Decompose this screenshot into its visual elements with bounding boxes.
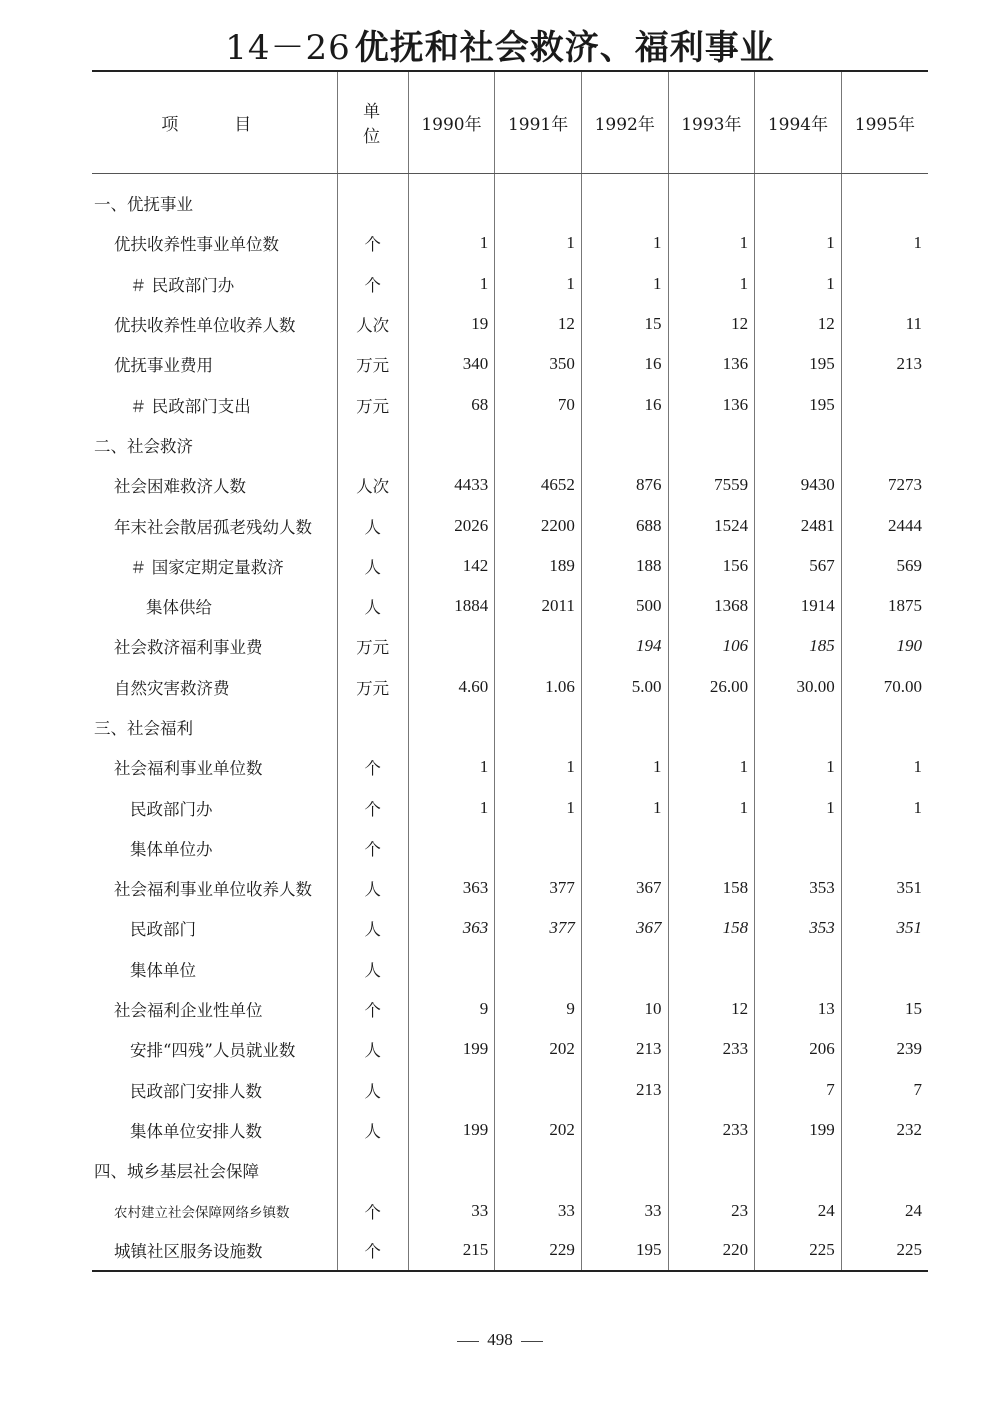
cell-1992: [581, 828, 668, 868]
cell-1993: 1: [668, 787, 755, 827]
table-row: [92, 1190, 928, 1230]
row-label: ＃ 民政部门支出: [130, 396, 251, 416]
table-row: [92, 868, 928, 908]
row-unit: 人: [337, 586, 408, 626]
header-year-2: 1992年: [581, 71, 668, 173]
row-label: 社会福利事业单位收养人数: [114, 880, 312, 900]
cell-1994: 1914: [755, 586, 842, 626]
cell-1990: 1: [408, 787, 495, 827]
table-header: [92, 71, 928, 173]
cell-1992: 16: [581, 384, 668, 424]
cell-1994: 24: [755, 1190, 842, 1230]
cell-1992: 15: [581, 304, 668, 344]
cell-1990: 2026: [408, 505, 495, 545]
cell-1990: 68: [408, 384, 495, 424]
header-year-5: 1995年: [841, 71, 928, 173]
cell-1994: 30.00: [755, 667, 842, 707]
cell-1993: 12: [668, 989, 755, 1029]
cell-1994: 195: [755, 344, 842, 384]
cell-1991: [495, 1070, 582, 1110]
cell-1993: [668, 1070, 755, 1110]
cell-1990: [408, 828, 495, 868]
row-unit: 人次: [337, 304, 408, 344]
dash-right: [521, 1341, 543, 1342]
table-row: [92, 223, 928, 263]
row-unit: 人次: [337, 465, 408, 505]
row-unit: 万元: [337, 667, 408, 707]
row-unit: 人: [337, 546, 408, 586]
cell-1995: [841, 828, 928, 868]
row-label: 四、城乡基层社会保障: [94, 1162, 259, 1182]
cell-1992: 1: [581, 223, 668, 263]
cell-1993: 23: [668, 1190, 755, 1230]
row-unit: 人: [337, 908, 408, 948]
section-row: [92, 183, 928, 223]
cell-1992: 194: [581, 626, 668, 666]
cell-1993: 136: [668, 344, 755, 384]
row-unit: 万元: [337, 344, 408, 384]
cell-1995: [841, 1150, 928, 1190]
cell-1994: 567: [755, 546, 842, 586]
row-unit: [337, 1150, 408, 1190]
row-label: 优扶收养性事业单位数: [114, 235, 279, 255]
cell-1992: [581, 1150, 668, 1190]
cell-1992: 10: [581, 989, 668, 1029]
section-row: [92, 707, 928, 747]
table-row: [92, 546, 928, 586]
cell-1991: 377: [495, 868, 582, 908]
cell-1991: 229: [495, 1231, 582, 1271]
cell-1993: 1: [668, 747, 755, 787]
table-row: [92, 1070, 928, 1110]
cell-1993: [668, 183, 755, 223]
row-label: 优扶收养性单位收养人数: [114, 316, 296, 336]
cell-1995: 213: [841, 344, 928, 384]
cell-1991: 12: [495, 304, 582, 344]
cell-1993: 1368: [668, 586, 755, 626]
cell-1991: 189: [495, 546, 582, 586]
section-row: [92, 1150, 928, 1190]
table-row: [92, 1231, 928, 1271]
cell-1995: [841, 425, 928, 465]
header-year-0: 1990年: [408, 71, 495, 173]
row-unit: 人: [337, 949, 408, 989]
row-unit: 人: [337, 1070, 408, 1110]
cell-1995: 1: [841, 223, 928, 263]
row-unit: 人: [337, 1110, 408, 1150]
header-year-4: 1994年: [755, 71, 842, 173]
cell-1991: 350: [495, 344, 582, 384]
cell-1994: 13: [755, 989, 842, 1029]
table-title-text: 优抚和社会救济、福利事业: [354, 28, 775, 68]
cell-1994: 1: [755, 223, 842, 263]
cell-1995: 225: [841, 1231, 928, 1271]
cell-1995: 351: [841, 868, 928, 908]
cell-1991: [495, 425, 582, 465]
cell-1991: 202: [495, 1029, 582, 1069]
row-label: 民政部门安排人数: [130, 1081, 262, 1101]
cell-1992: 213: [581, 1070, 668, 1110]
table-row: [92, 667, 928, 707]
row-unit: 个: [337, 264, 408, 304]
dash-left: [457, 1341, 479, 1342]
row-label: 社会救济福利事业费: [114, 638, 263, 658]
cell-1990: 4.60: [408, 667, 495, 707]
cell-1994: 1: [755, 264, 842, 304]
cell-1995: 569: [841, 546, 928, 586]
cell-1990: [408, 707, 495, 747]
cell-1993: [668, 1150, 755, 1190]
cell-1993: [668, 707, 755, 747]
table-row: [92, 989, 928, 1029]
cell-1990: 1884: [408, 586, 495, 626]
row-label: 民政部门: [130, 920, 196, 940]
row-unit: 人: [337, 868, 408, 908]
cell-1990: [408, 1150, 495, 1190]
table-row: [92, 747, 928, 787]
cell-1991: 1: [495, 264, 582, 304]
cell-1993: 158: [668, 868, 755, 908]
cell-1990: 199: [408, 1029, 495, 1069]
cell-1992: 16: [581, 344, 668, 384]
cell-1992: 1: [581, 787, 668, 827]
cell-1995: 2444: [841, 505, 928, 545]
row-unit: 万元: [337, 626, 408, 666]
cell-1992: [581, 1110, 668, 1150]
cell-1991: 1: [495, 223, 582, 263]
cell-1990: 19: [408, 304, 495, 344]
row-unit: [337, 707, 408, 747]
cell-1991: [495, 828, 582, 868]
cell-1991: 1: [495, 747, 582, 787]
cell-1994: 225: [755, 1231, 842, 1271]
cell-1992: 213: [581, 1029, 668, 1069]
cell-1992: [581, 183, 668, 223]
cell-1993: 158: [668, 908, 755, 948]
row-unit: 个: [337, 1190, 408, 1230]
cell-1993: 233: [668, 1110, 755, 1150]
cell-1990: 142: [408, 546, 495, 586]
cell-1990: 4433: [408, 465, 495, 505]
cell-1994: 185: [755, 626, 842, 666]
cell-1991: 2011: [495, 586, 582, 626]
cell-1992: 367: [581, 908, 668, 948]
row-label: 一、优抚事业: [94, 195, 193, 215]
cell-1991: 9: [495, 989, 582, 1029]
cell-1995: [841, 384, 928, 424]
row-unit: 个: [337, 989, 408, 1029]
header-item: 项目: [92, 71, 337, 173]
cell-1995: 15: [841, 989, 928, 1029]
cell-1991: [495, 183, 582, 223]
row-unit: 个: [337, 747, 408, 787]
page-number-text: 498: [487, 1330, 513, 1349]
page-title: [0, 20, 1000, 69]
row-unit: 人: [337, 1029, 408, 1069]
table-row: [92, 505, 928, 545]
cell-1994: [755, 707, 842, 747]
table-row: [92, 465, 928, 505]
cell-1992: 367: [581, 868, 668, 908]
row-label: 民政部门办: [130, 799, 213, 819]
row-label: 二、社会救济: [94, 436, 193, 456]
cell-1994: 1: [755, 787, 842, 827]
header-year-3: 1993年: [668, 71, 755, 173]
cell-1991: 33: [495, 1190, 582, 1230]
cell-1993: 156: [668, 546, 755, 586]
cell-1990: 9: [408, 989, 495, 1029]
cell-1993: 233: [668, 1029, 755, 1069]
cell-1995: 24: [841, 1190, 928, 1230]
cell-1994: 1: [755, 747, 842, 787]
cell-1991: [495, 707, 582, 747]
cell-1995: 232: [841, 1110, 928, 1150]
table-row: [92, 1110, 928, 1150]
cell-1994: 199: [755, 1110, 842, 1150]
cell-1990: 1: [408, 747, 495, 787]
cell-1994: 9430: [755, 465, 842, 505]
table-row: [92, 787, 928, 827]
cell-1993: 106: [668, 626, 755, 666]
row-label: 集体单位: [130, 960, 196, 980]
cell-1990: 1: [408, 264, 495, 304]
cell-1995: [841, 183, 928, 223]
row-label: 三、社会福利: [94, 719, 193, 738]
cell-1991: 2200: [495, 505, 582, 545]
row-label: 安排“四残”人员就业数: [130, 1041, 296, 1061]
cell-1995: [841, 949, 928, 989]
cell-1992: 195: [581, 1231, 668, 1271]
cell-1990: 199: [408, 1110, 495, 1150]
cell-1994: 353: [755, 908, 842, 948]
table-number: 14－26: [225, 28, 351, 68]
row-unit: 个: [337, 787, 408, 827]
row-unit: 个: [337, 828, 408, 868]
cell-1992: 500: [581, 586, 668, 626]
table-row: [92, 1029, 928, 1069]
row-unit: 个: [337, 1231, 408, 1271]
table-row: [92, 304, 928, 344]
table-row: [92, 828, 928, 868]
cell-1992: 5.00: [581, 667, 668, 707]
row-label: 集体供给: [146, 598, 212, 618]
cell-1993: 12: [668, 304, 755, 344]
cell-1995: 11: [841, 304, 928, 344]
cell-1993: 26.00: [668, 667, 755, 707]
cell-1994: 206: [755, 1029, 842, 1069]
cell-1995: 7: [841, 1070, 928, 1110]
cell-1991: 70: [495, 384, 582, 424]
row-unit: 人: [337, 505, 408, 545]
cell-1995: 1875: [841, 586, 928, 626]
row-label: 城镇社区服务设施数: [92, 1231, 337, 1271]
cell-1991: 1.06: [495, 667, 582, 707]
row-unit: [337, 425, 408, 465]
cell-1991: 377: [495, 908, 582, 948]
row-label: 自然灾害救济费: [114, 678, 230, 698]
cell-1990: [408, 183, 495, 223]
header-year-1: 1991年: [495, 71, 582, 173]
cell-1993: 1: [668, 223, 755, 263]
cell-1994: [755, 183, 842, 223]
cell-1994: [755, 1150, 842, 1190]
row-label: 农村建立社会保障网络乡镇数: [114, 1204, 290, 1221]
row-label: ＃ 国家定期定量救济: [130, 557, 284, 577]
row-label: 年末社会散居孤老残幼人数: [114, 517, 312, 537]
cell-1995: 239: [841, 1029, 928, 1069]
cell-1994: [755, 828, 842, 868]
cell-1990: 1: [408, 223, 495, 263]
table-row: [92, 264, 928, 304]
cell-1993: 1524: [668, 505, 755, 545]
row-unit: 万元: [337, 384, 408, 424]
cell-1990: 340: [408, 344, 495, 384]
cell-1991: [495, 949, 582, 989]
row-unit: 个: [337, 223, 408, 263]
cell-1995: [841, 264, 928, 304]
statistics-table: [92, 70, 928, 1272]
cell-1995: 70.00: [841, 667, 928, 707]
table-row: [92, 908, 928, 948]
cell-1994: [755, 425, 842, 465]
cell-1990: [408, 1070, 495, 1110]
cell-1990: 363: [408, 868, 495, 908]
table-row: [92, 344, 928, 384]
cell-1992: 33: [581, 1190, 668, 1230]
spacer-row: [92, 173, 928, 183]
table-row: [92, 384, 928, 424]
row-label: 社会困难救济人数: [114, 477, 246, 497]
row-label: 集体单位安排人数: [130, 1121, 262, 1141]
cell-1991: 202: [495, 1110, 582, 1150]
cell-1994: 12: [755, 304, 842, 344]
table-row: [92, 586, 928, 626]
cell-1992: [581, 949, 668, 989]
row-label: 社会福利企业性单位: [114, 1001, 263, 1021]
cell-1992: 688: [581, 505, 668, 545]
table-row: [92, 949, 928, 989]
cell-1991: [495, 626, 582, 666]
cell-1995: [841, 707, 928, 747]
cell-1992: 1: [581, 264, 668, 304]
cell-1994: 2481: [755, 505, 842, 545]
cell-1995: 190: [841, 626, 928, 666]
table-row: [92, 626, 928, 666]
cell-1993: 136: [668, 384, 755, 424]
cell-1995: 351: [841, 908, 928, 948]
cell-1990: 363: [408, 908, 495, 948]
row-label: 集体单位办: [130, 839, 213, 859]
cell-1990: 215: [408, 1231, 495, 1271]
cell-1993: 7559: [668, 465, 755, 505]
cell-1992: 188: [581, 546, 668, 586]
cell-1993: [668, 425, 755, 465]
cell-1994: 353: [755, 868, 842, 908]
cell-1991: 4652: [495, 465, 582, 505]
cell-1995: 1: [841, 787, 928, 827]
page-number: [0, 1330, 1000, 1350]
table-body: [92, 173, 928, 1271]
header-unit: 单位: [337, 71, 408, 173]
cell-1992: [581, 707, 668, 747]
section-row: [92, 425, 928, 465]
cell-1992: 1: [581, 747, 668, 787]
row-label: 社会福利事业单位数: [114, 759, 263, 779]
cell-1995: 7273: [841, 465, 928, 505]
cell-1991: [495, 1150, 582, 1190]
cell-1994: 7: [755, 1070, 842, 1110]
cell-1990: [408, 425, 495, 465]
row-unit: [337, 183, 408, 223]
cell-1990: 33: [408, 1190, 495, 1230]
cell-1990: [408, 949, 495, 989]
cell-1991: 1: [495, 787, 582, 827]
cell-1990: [408, 626, 495, 666]
cell-1993: 1: [668, 264, 755, 304]
cell-1993: [668, 828, 755, 868]
cell-1993: [668, 949, 755, 989]
cell-1995: 1: [841, 747, 928, 787]
row-label: 优抚事业费用: [114, 356, 213, 376]
cell-1992: 876: [581, 465, 668, 505]
cell-1992: [581, 425, 668, 465]
cell-1994: [755, 949, 842, 989]
row-label: ＃ 民政部门办: [130, 275, 235, 295]
cell-1994: 195: [755, 384, 842, 424]
cell-1993: 220: [668, 1231, 755, 1271]
header-row: [92, 71, 928, 173]
